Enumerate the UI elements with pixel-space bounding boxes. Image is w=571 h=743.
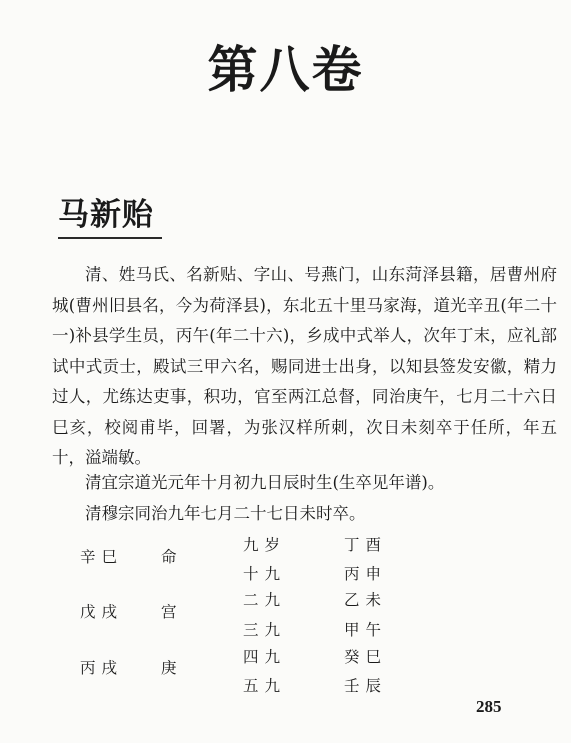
death-note: 清穆宗同治九年七月二十七日未时卒。 xyxy=(85,504,366,523)
chart-pillar-month: 戊戌 xyxy=(80,603,124,621)
birth-note: 清宜宗道光元年十月初九日辰时生(生卒见年谱)。 xyxy=(85,473,445,492)
chart-palace-label-2: 宫 xyxy=(161,603,183,621)
chart-luck-pillar-5: 癸巳 xyxy=(344,648,388,666)
chart-luck-pillar-2: 丙申 xyxy=(344,565,388,583)
volume-title: 第八卷 xyxy=(207,41,364,99)
chart-luck-age-6: 五九 xyxy=(243,677,287,695)
biography-paragraph: 清、姓马氏、名新贴、字山、号燕门，山东菏泽县籍，居曹州府城(曹州旧县名，今为荷泽县)，东北五十里马家海，道光辛丑(年二十一)补县学生员，丙午(年二十六)，乡成中式举人，次年丁末，应礼部试中式贡士，殿试三甲六名，赐同进士出身，以知县签发安徽，精力过人，尤练达吏事，积功，官至两江总督，同治庚午，七月二十六日巳亥，校阅甫毕，回署，为张汉样所刺，次日未刻卒于任所，年五十，溢端敏。 xyxy=(52,265,557,467)
chart-luck-age-4: 三九 xyxy=(243,621,287,639)
chart-pillar-year: 辛巳 xyxy=(80,548,124,566)
chart-luck-age-5: 四九 xyxy=(243,648,287,666)
person-name-heading: 马新贻 xyxy=(58,197,154,233)
chart-luck-pillar-1: 丁酉 xyxy=(344,536,388,554)
chart-palace-label-1: 命 xyxy=(161,548,183,566)
chart-luck-pillar-6: 壬辰 xyxy=(344,677,388,695)
chart-luck-age-3: 二九 xyxy=(243,591,287,609)
chart-luck-pillar-3: 乙未 xyxy=(344,591,388,609)
chart-luck-age-2: 十九 xyxy=(243,565,287,583)
chart-pillar-day: 丙戌 xyxy=(80,659,124,677)
page-number: 285 xyxy=(476,697,502,716)
chart-palace-label-3: 庚 xyxy=(161,659,183,677)
chart-luck-age-1: 九岁 xyxy=(243,536,287,554)
chart-luck-pillar-4: 甲午 xyxy=(344,621,388,639)
